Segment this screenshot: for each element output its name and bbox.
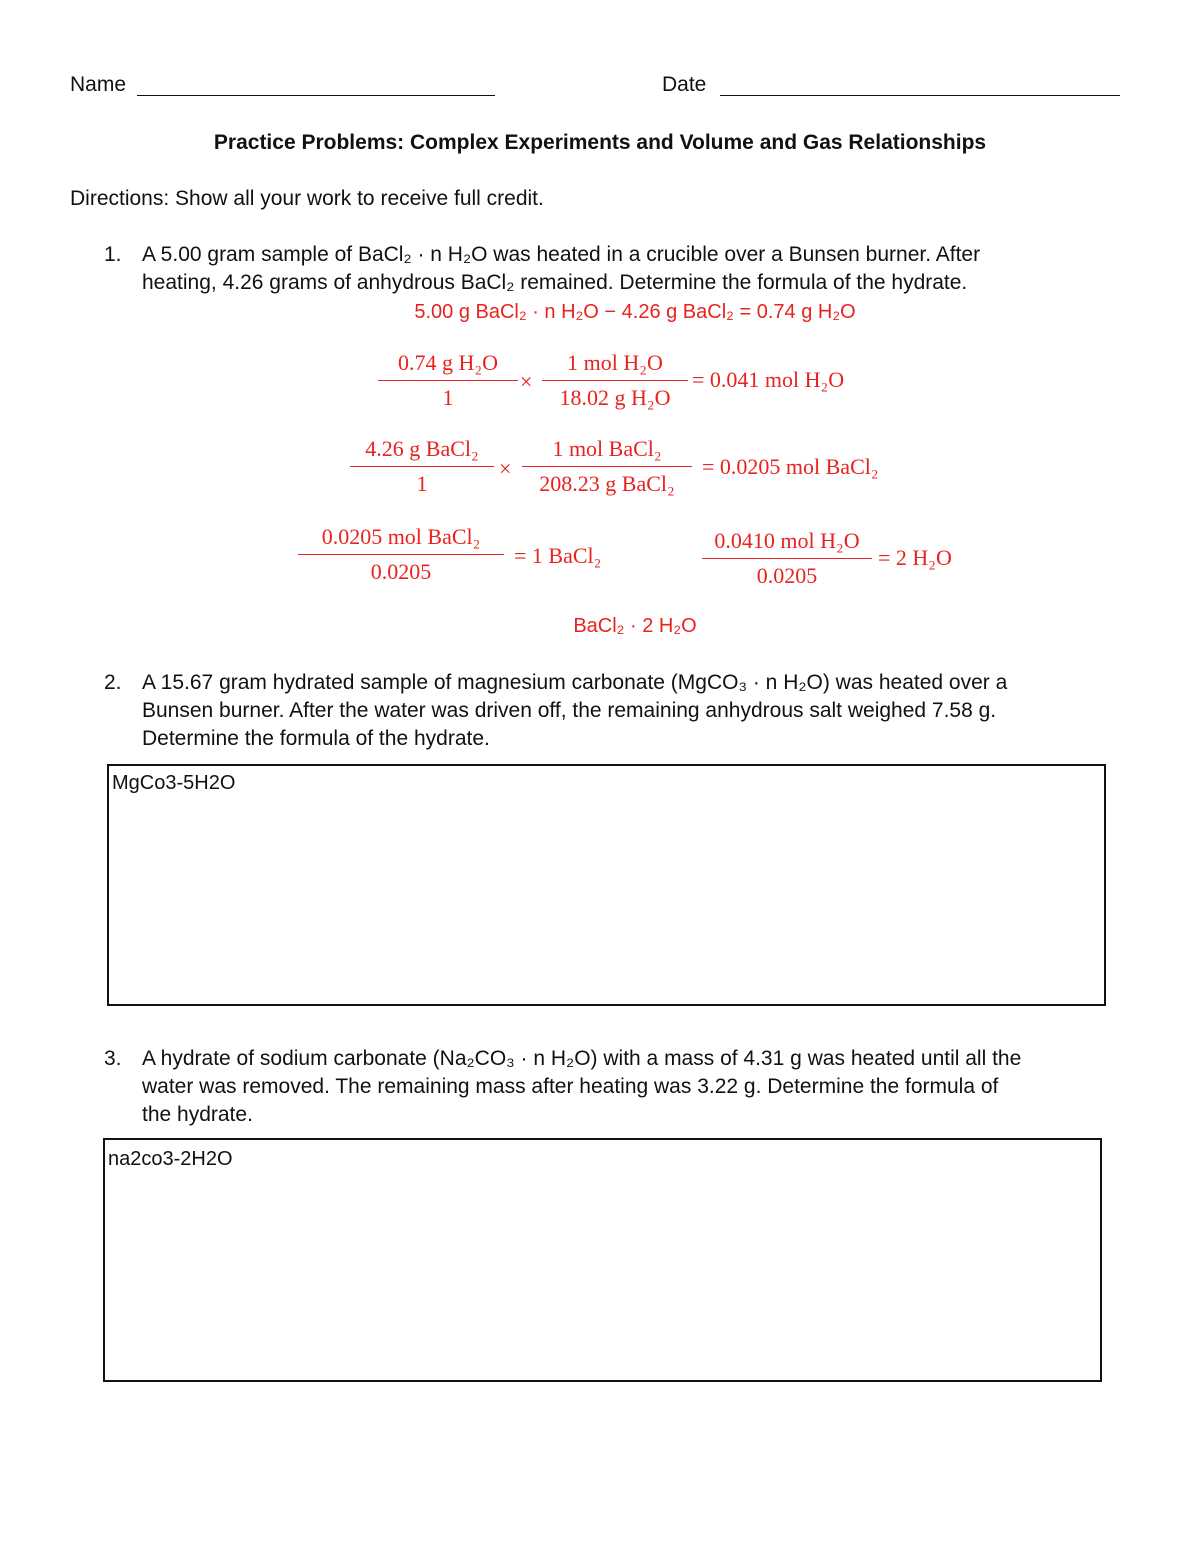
problem-3-number: 3. — [104, 1047, 122, 1070]
eq3-den: 0.0205 — [370, 559, 432, 584]
eq4-den: 0.0205 — [756, 563, 818, 588]
eq1-den1: 1 — [442, 385, 454, 410]
name-field-line[interactable] — [137, 95, 495, 96]
eq1-fraction-2 — [542, 350, 688, 411]
problem-3-line-1: A hydrate of sodium carbonate (Na₂CO₃ · n H₂O) with a mass of 4.31 g was heated until all the — [142, 1047, 1022, 1070]
final-formula: BaCl₂ · 2 H₂O — [573, 615, 697, 637]
eq1-num1: 0.74 g H₂O — [398, 350, 498, 375]
eq1-fraction-1 — [378, 350, 518, 411]
eq1-times: × — [520, 369, 533, 394]
name-label: Name — [70, 73, 127, 96]
eq2-result: = 0.0205 mol BaCl₂ — [702, 454, 879, 479]
problem-3-answer[interactable]: na2co3-2H2O — [108, 1148, 233, 1170]
eq2-fraction-1 — [350, 436, 494, 497]
page-title: Practice Problems: Complex Experiments and Volume and Gas Relationships — [213, 131, 987, 154]
eq3-fraction — [298, 524, 504, 585]
problem-2-line-2: Bunsen burner. After the water was driven off, the remaining anhydrous salt weighed 7.58 g. — [142, 699, 997, 722]
problem-2-line-3: Determine the formula of the hydrate. — [142, 727, 490, 750]
eq4-result: = 2 H₂O — [878, 545, 952, 570]
directions: Directions: Show all your work to receive full credit. — [70, 187, 544, 210]
solution-mass-difference: 5.00 g BaCl₂ · n H₂O − 4.26 g BaCl₂ = 0.74 g H₂O — [414, 301, 856, 323]
date-label: Date — [662, 73, 707, 96]
problem-3-answer-box[interactable] — [103, 1138, 1102, 1382]
eq4-fraction — [702, 528, 872, 589]
eq2-den2: 208.23 g BaCl₂ — [539, 471, 675, 496]
eq3-result: = 1 BaCl₂ — [514, 543, 602, 568]
eq1-result: = 0.041 mol H₂O — [692, 367, 845, 392]
problem-2-number: 2. — [104, 671, 122, 694]
eq3-num: 0.0205 mol BaCl₂ — [321, 524, 481, 549]
eq2-fraction-2 — [522, 436, 692, 497]
problem-1-line-1: A 5.00 gram sample of BaCl₂ · n H₂O was heated in a crucible over a Bunsen burner. After — [142, 243, 981, 266]
eq2-num2: 1 mol BaCl₂ — [552, 436, 662, 461]
eq2-den1: 1 — [416, 471, 428, 496]
problem-1-number: 1. — [104, 243, 122, 266]
problem-2-answer-box[interactable] — [107, 764, 1106, 1006]
problem-3-line-3: the hydrate. — [142, 1103, 253, 1126]
eq1-num2: 1 mol H₂O — [567, 350, 663, 375]
problem-2-line-1: A 15.67 gram hydrated sample of magnesium carbonate (MgCO₃ · n H₂O) was heated over a — [142, 671, 1008, 694]
problem-2-answer[interactable]: MgCo3-5H2O — [112, 772, 236, 794]
eq4-num: 0.0410 mol H₂O — [714, 528, 860, 553]
eq2-num1: 4.26 g BaCl₂ — [365, 436, 479, 461]
problem-3-line-2: water was removed. The remaining mass after heating was 3.22 g. Determine the formula of — [142, 1075, 999, 1098]
problem-1-line-2: heating, 4.26 grams of anhydrous BaCl₂ remained. Determine the formula of the hydrate. — [142, 271, 968, 294]
eq1-den2: 18.02 g H₂O — [559, 385, 671, 410]
date-field-line[interactable] — [720, 95, 1120, 96]
eq2-times: × — [499, 456, 512, 481]
